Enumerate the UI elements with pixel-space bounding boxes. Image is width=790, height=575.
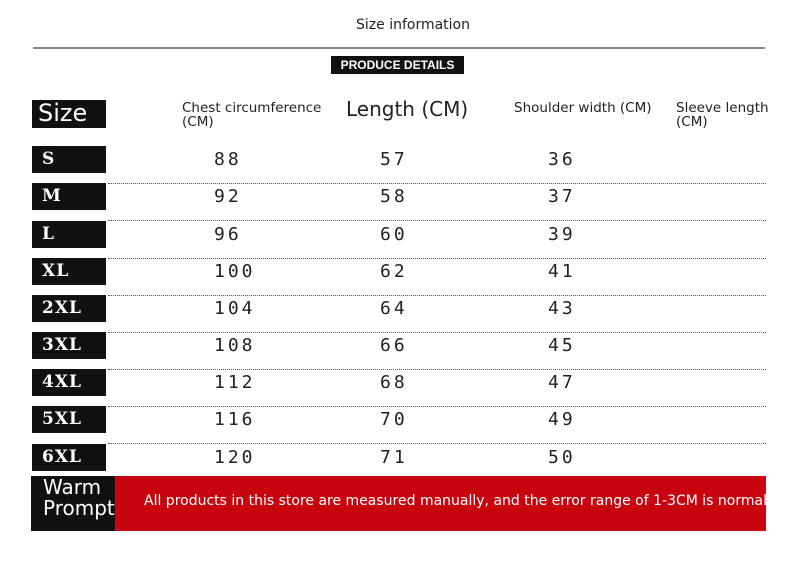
shoulder-value: 37: [548, 186, 576, 207]
shoulder-value: 49: [548, 409, 576, 430]
size-cell: 5XL: [32, 406, 106, 433]
table-row: [0, 294, 790, 325]
sleeve-column-header: Sleeve length (CM): [676, 100, 769, 130]
table-row: [0, 257, 790, 288]
length-value: 57: [380, 149, 408, 170]
shoulder-column-header: Shoulder width (CM): [514, 100, 652, 116]
chest-value: 100: [214, 261, 256, 282]
size-cell: 4XL: [32, 369, 106, 396]
chest-value: 104: [214, 298, 256, 319]
table-row: [0, 220, 790, 251]
length-value: 66: [380, 335, 408, 356]
shoulder-value: 41: [548, 261, 576, 282]
length-column-header: Length (CM): [346, 97, 469, 121]
length-value: 62: [380, 261, 408, 282]
chest-value: 120: [214, 447, 256, 468]
chest-value: 108: [214, 335, 256, 356]
warm-label-line2: Prompt: [43, 496, 115, 520]
shoulder-value: 39: [548, 224, 576, 245]
size-cell: XL: [32, 258, 106, 285]
length-value: 60: [380, 224, 408, 245]
produce-details-badge: PRODUCE DETAILS: [331, 56, 464, 74]
shoulder-value: 50: [548, 447, 576, 468]
shoulder-value: 36: [548, 149, 576, 170]
table-row: [0, 145, 790, 176]
size-cell: 3XL: [32, 332, 106, 359]
chest-value: 96: [214, 224, 242, 245]
chest-value: 116: [214, 409, 256, 430]
chest-value: 112: [214, 372, 256, 393]
length-value: 64: [380, 298, 408, 319]
size-cell: 6XL: [32, 444, 106, 471]
size-cell: 2XL: [32, 295, 106, 322]
chest-value: 92: [214, 186, 242, 207]
length-value: 70: [380, 409, 408, 430]
warm-label-line1: Warm: [43, 475, 102, 499]
warm-prompt-text: All products in this store are measured manually, and the error range of 1-3CM is normal.: [144, 493, 772, 509]
title-divider: [33, 47, 765, 49]
warm-prompt-banner: [31, 475, 772, 531]
table-row: [0, 368, 790, 399]
size-cell: M: [32, 183, 106, 210]
length-value: 58: [380, 186, 408, 207]
chest-column-header: Chest circumference (CM): [182, 100, 322, 130]
table-row: [0, 331, 790, 362]
table-row: [0, 443, 790, 474]
length-value: 68: [380, 372, 408, 393]
chest-value: 88: [214, 149, 242, 170]
shoulder-value: 45: [548, 335, 576, 356]
size-cell: L: [32, 221, 106, 248]
table-row: [0, 405, 790, 436]
table-row: [0, 182, 790, 213]
warm-prompt-label: [31, 476, 115, 531]
size-cell: S: [32, 146, 106, 173]
shoulder-value: 47: [548, 372, 576, 393]
page-title: Size information: [356, 17, 470, 33]
shoulder-value: 43: [548, 298, 576, 319]
length-value: 71: [380, 447, 408, 468]
size-column-header: Size: [32, 100, 106, 128]
